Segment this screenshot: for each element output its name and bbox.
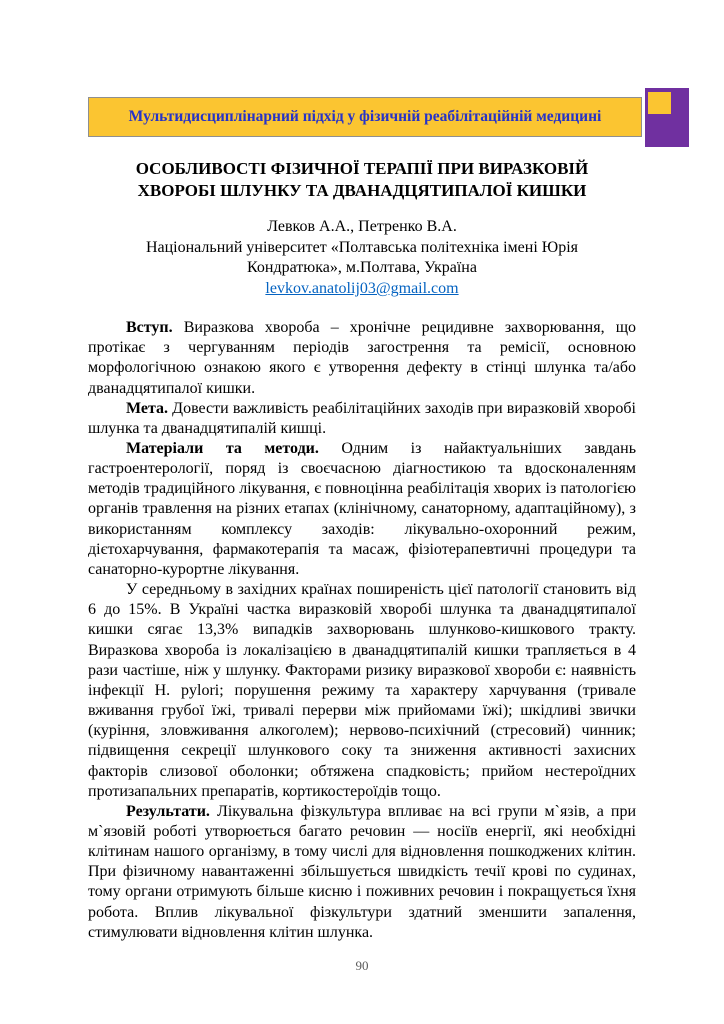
article-title-line-1: ОСОБЛИВОСТІ ФІЗИЧНОЇ ТЕРАПІЇ ПРИ ВИРАЗКОВІЙ — [135, 159, 589, 178]
paragraph-methods-lead: Матеріали та методи. — [126, 440, 319, 457]
affiliation-line-1: Національний університет «Полтавська політехніка імені Юрія — [145, 238, 579, 256]
email-link[interactable]: levkov.anatolij03@gmail.com — [265, 280, 459, 298]
paragraph-intro — [88, 318, 636, 399]
affiliation — [88, 238, 636, 280]
article-title-line-2: ХВОРОБІ ШЛУНКУ ТА ДВАНАДЦЯТИПАЛОЇ КИШКИ — [137, 181, 587, 201]
paragraph-intro-text: Виразкова хвороба – хронічне рецидивне захворювання, що протікає з чергуванням періодів загострення та ремісії, основною морфологічною ознакою якого є утворення дефекту в стінці шлунка та/або дванадцятипалої кишки. — [88, 319, 637, 397]
affiliation-line-2: Кондратюка», м.Полтава, Україна — [247, 259, 477, 277]
section-banner — [88, 97, 642, 137]
paragraph-statistics-text: У середньому в західних країнах поширеність цієї патології становить від 6 до 15%. В Україні частка виразковій хворобі шлунка та дванадцятипалої кишки сягає 13,3% випадків захворювань шлунково-кишкового тракту. Виразкова хвороба із локалізацією в дванадцятипалій кишки трапляється в 4 рази частіше, ніж у шлунку. Факторами ризику виразкової хвороби є: наявність інфекції H. pylori; порушення режиму та характеру харчування (тривале вживання грубої їжі, тривалі перерви між прийомами їжі); шкідливі звички (куріння, зловживання алкоголем); нервово-психічний (стресовий) чинник; підвищення секреції шлункового соку та зниження активності захисних факторів слизової оболонки; обтяжена спадковість; прийом нестероїдних протизапальних препаратів, кортикостероїдів тощо. — [88, 581, 636, 800]
page-number: 90 — [355, 958, 369, 973]
article-content — [88, 158, 636, 943]
authors-line: Левков А.А., Петренко В.А. — [267, 217, 457, 235]
paragraph-aim — [88, 399, 636, 439]
corner-decoration-purple — [645, 88, 689, 147]
banner-title: Мультидисциплінарний підхід у фізичній реабілітаційній медицині — [128, 108, 602, 126]
paragraph-methods — [88, 439, 636, 580]
corner-decoration-square — [648, 92, 671, 114]
article-title — [88, 158, 636, 203]
paragraph-methods-text: Одним із найактуальніших завдань гастроентерології, поряд із своєчасною діагностикою та вдосконаленням методів традиційного лікування, є повноцінна реабілітація хворих із патологією органів травлення на різних етапах (клінічному, санаторному, адаптаційному), з використанням комплексу заходів: лікувально-охоронний режим, дієтохарчування, фармакотерапія та масаж, фізіотерапевтичні процедури та санаторно-курортне лікування. — [88, 440, 636, 578]
paragraph-results-lead: Результати. — [126, 802, 210, 820]
article-body — [88, 318, 636, 943]
email-line — [88, 279, 636, 300]
header-banner — [88, 88, 689, 147]
paragraph-results-text: Лікувальна фізкультура впливає на всі групи м`язів, а при м`язовій роботі утворюється багато речовин — носіїв енергії, які необхідні клітинам нашого організму, в тому числі для відновлення пошкоджених клітин. При фізичному навантаженні збільшується швидкість течії крові по судинах, тому органи отримують більше кисню і поживних речовин і покращується їхня робота. Вплив лікувальної фізкультури здатний зменшити запалення, стимулювати відновлення клітин шлунка. — [88, 802, 636, 941]
paragraph-results — [88, 802, 636, 943]
paragraph-statistics — [88, 580, 636, 802]
paragraph-aim-text: Довести важливість реабілітаційних заходів при виразковій хворобі шлунка та дванадцятипалій кишці. — [88, 399, 636, 437]
paragraph-intro-lead: Вступ. — [126, 319, 173, 337]
paragraph-aim-lead: Мета. — [126, 399, 169, 417]
